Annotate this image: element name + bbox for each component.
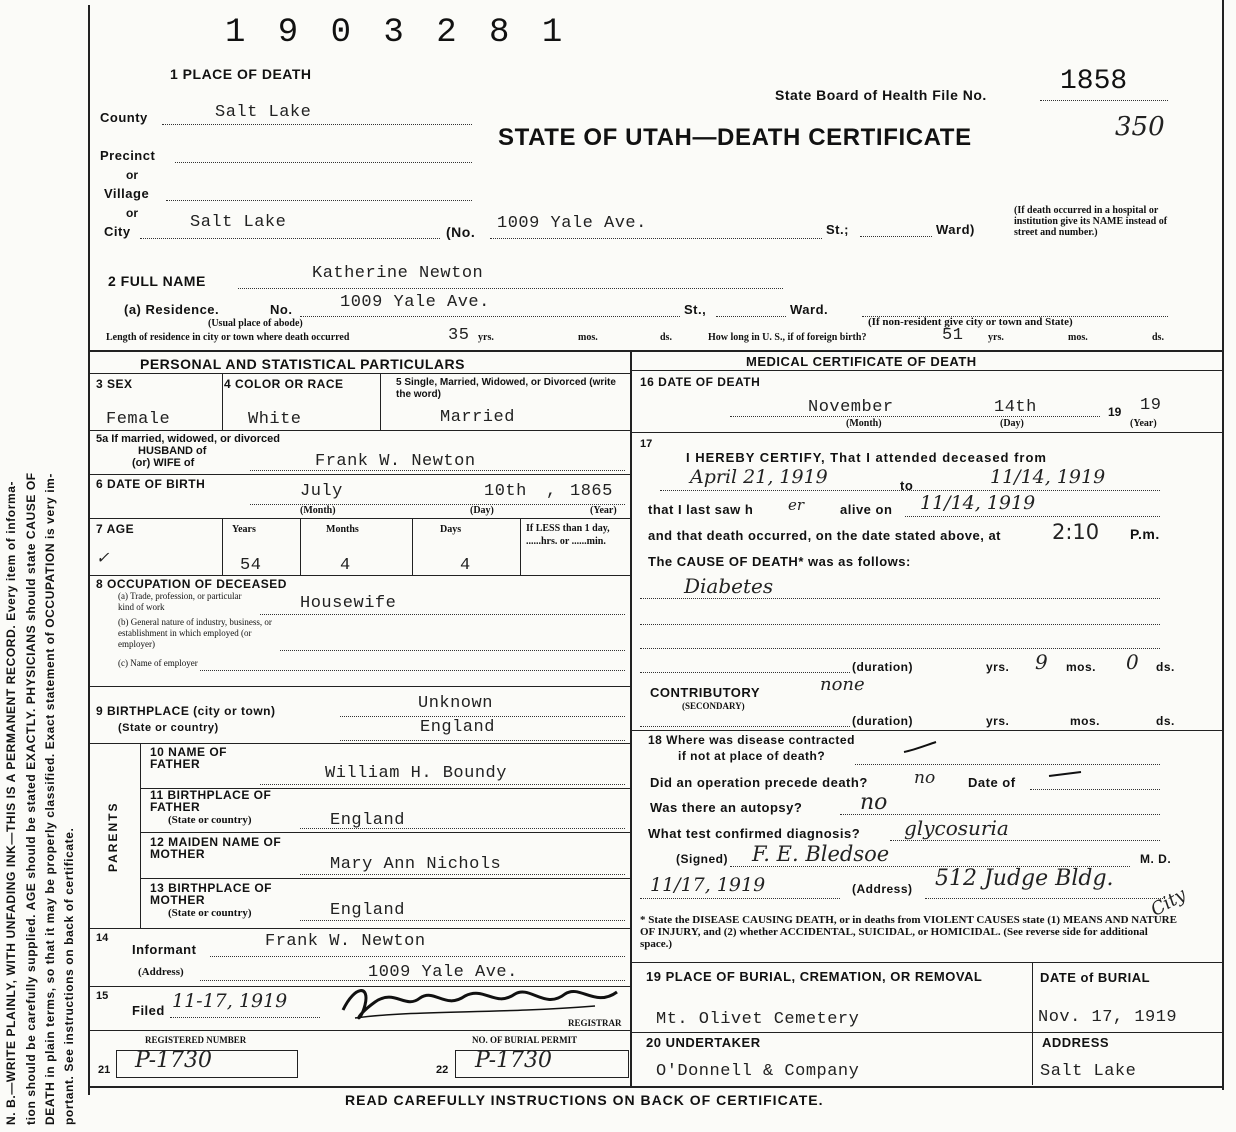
personal-heading: PERSONAL AND STATISTICAL PARTICULARS [140, 356, 465, 372]
father-name-label: 10 NAME OF FATHER [150, 745, 228, 771]
cause-of-death-value: Diabetes [684, 574, 774, 598]
duration-2-yrs: yrs. [986, 714, 1010, 728]
age-days-caption: Days [440, 524, 462, 535]
birthplace-label: 9 BIRTHPLACE (city or town) [96, 704, 276, 718]
cause-footnote: * State the DISEASE CAUSING DEATH, or in deaths from VIOLENT CAUSES state (1) MEANS AND NATURE OF INJURY, and (2) whether ACCIDENTAL, SUICIDAL, or HOMICIDAL. (See reverse side for additional space.) [640, 914, 1177, 950]
date-of-death-month: November [808, 398, 894, 417]
dob-month-caption: (Month) [300, 505, 336, 516]
undertaker-value: O'Donnell & Company [656, 1062, 860, 1081]
dob-year: 1865 [570, 482, 613, 501]
registered-number-label: REGISTERED NUMBER [145, 1035, 247, 1045]
secondary-label: (SECONDARY) [682, 701, 745, 711]
undertaker-label: 20 UNDERTAKER [646, 1035, 761, 1050]
st-label: St.; [826, 222, 849, 237]
father-birthplace-label: 11 BIRTHPLACE OF FATHER [150, 788, 272, 814]
duration-months: 9 [1035, 650, 1048, 674]
marital-label: 5 Single, Married, Widowed, or Divorced (write the word) [396, 377, 616, 400]
physician-address-label: (Address) [852, 882, 913, 896]
spouse-label-1: 5a If married, widowed, or divorced [96, 433, 280, 445]
burial-place-value: Mt. Olivet Cemetery [656, 1010, 860, 1029]
city-value: Salt Lake [190, 213, 287, 232]
age-check-mark: ✓ [96, 548, 110, 567]
length-years-value: 35 [448, 326, 470, 345]
color-value: White [248, 410, 302, 429]
date-of-death-century: 19 [1108, 405, 1122, 419]
undertaker-address-label: ADDRESS [1042, 1035, 1110, 1050]
operation-value: no [914, 768, 936, 788]
medical-heading: MEDICAL CERTIFICATE OF DEATH [746, 354, 977, 369]
burial-permit-value: P-1730 [475, 1048, 553, 1073]
certificate-number: 1 9 0 3 2 8 1 [225, 14, 569, 52]
or-2: or [126, 206, 138, 220]
residence-st-label: St., [684, 302, 707, 317]
contributory-value: none [820, 674, 865, 695]
duration-2-mos: mos. [1070, 714, 1101, 728]
residence-no-label: No. [270, 302, 293, 317]
duration-ds-label: ds. [1156, 660, 1175, 674]
diagnosis-test-value: glycosuria [904, 816, 1009, 840]
section-top-rule [90, 350, 1222, 352]
death-occurred-label: and that death occurred, on the date stated above, at [648, 528, 1002, 543]
occupation-c-label: (c) Name of employer [118, 658, 198, 668]
bottom-rule [90, 1086, 1222, 1088]
footer-instructions: READ CAREFULLY INSTRUCTIONS ON BACK OF CERTIFICATE. [345, 1092, 824, 1108]
duration-yrs-label: yrs. [986, 660, 1010, 674]
age-months-caption: Months [326, 524, 359, 535]
physician-address-value: 512 Judge Bldg. [935, 866, 1114, 891]
signed-label: (Signed) [676, 852, 728, 866]
registered-number-value: P-1730 [135, 1048, 213, 1073]
occupation-value: Housewife [300, 594, 397, 613]
age-months-value: 4 [340, 556, 351, 575]
informant-address-label: (Address) [138, 966, 184, 978]
md-label: M. D. [1140, 852, 1172, 866]
dod-month-caption: (Month) [846, 418, 882, 429]
burial-permit-label: NO. OF BURIAL PERMIT [472, 1035, 578, 1045]
contributory-label: CONTRIBUTORY [650, 685, 760, 700]
autopsy-label: Was there an autopsy? [650, 800, 803, 815]
signature-date: 11/17, 1919 [650, 874, 766, 896]
street-value: 1009 Yale Ave. [497, 214, 647, 233]
us-yrs-label: yrs. [988, 332, 1004, 343]
full-name-value: Katherine Newton [312, 264, 484, 283]
age-label: 7 AGE [96, 522, 135, 536]
dob-day-caption: (Day) [470, 505, 494, 516]
hospital-note: (If death occurred in a hospital or institution give its NAME instead of street and number.) [1014, 205, 1168, 238]
sex-value: Female [106, 410, 171, 429]
contracted-label: 18 Where was disease contracted [648, 733, 855, 747]
dob-label: 6 DATE OF BIRTH [96, 477, 206, 491]
operation-label: Did an operation precede death? [650, 775, 868, 790]
length-ds-label: ds. [660, 332, 672, 343]
date-of-dash [1045, 768, 1085, 782]
to-label: to [900, 478, 914, 493]
date-of-label: Date of [968, 775, 1016, 790]
last-saw-label: that I last saw h [648, 502, 754, 517]
father-name-value: William H. Boundy [325, 764, 507, 783]
occupation-a-label: (a) Trade, profession, or particular kind of work [118, 591, 242, 612]
village-label: Village [104, 186, 150, 201]
date-of-burial-value: Nov. 17, 1919 [1038, 1008, 1178, 1027]
us-ds-label: ds. [1152, 332, 1164, 343]
color-label: 4 COLOR OR RACE [224, 377, 344, 391]
certify-number: 17 [640, 438, 653, 450]
age-years-caption: Years [232, 524, 256, 535]
informant-address-value: 1009 Yale Ave. [368, 963, 518, 982]
physician-address-city: City [1147, 884, 1190, 921]
alive-on-date: 11/14, 1919 [920, 492, 1036, 514]
dod-day-caption: (Day) [1000, 418, 1024, 429]
margin-note-2: tion should be carefully supplied. AGE should be stated EXACTLY. PHYSICIANS should state CAUSE OF [24, 472, 38, 1125]
usual-place-note: (Usual place of abode) [208, 318, 303, 329]
sex-label: 3 SEX [96, 377, 133, 391]
or-1: or [126, 168, 138, 182]
contracted-dash [900, 740, 940, 756]
spouse-label-3: (or) WIFE of [132, 457, 195, 469]
center-divider [630, 352, 632, 1087]
dob-sep: , [546, 482, 557, 501]
date-of-death-year: 19 [1140, 396, 1162, 415]
us-years-value: 51 [942, 326, 964, 345]
attended-to: 11/14, 1919 [990, 466, 1106, 488]
us-residence-label: How long in U. S., if of foreign birth? [708, 332, 867, 343]
mother-name-value: Mary Ann Nichols [330, 855, 502, 874]
physician-signature: F. E. Bledsoe [752, 842, 890, 866]
attended-from: April 21, 1919 [690, 466, 828, 488]
certify-text: I HEREBY CERTIFY, That I attended deceased from [686, 450, 1047, 465]
residence-label: (a) Residence. [124, 302, 220, 317]
cause-of-death-label: The CAUSE OF DEATH* was as follows: [648, 554, 911, 569]
father-birthplace-sub: (State or country) [168, 814, 252, 826]
autopsy-value: no [860, 790, 888, 815]
birthplace-country-value: England [420, 718, 495, 737]
dob-month: July [300, 482, 343, 501]
contracted-sub-label: if not at place of death? [678, 749, 826, 763]
page-title: STATE OF UTAH—DEATH CERTIFICATE [498, 124, 972, 151]
length-of-residence-label: Length of residence in city or town where death occurred [106, 332, 350, 343]
mother-name-label: 12 MAIDEN NAME OF MOTHER [150, 835, 282, 861]
duration-label: (duration) [852, 660, 913, 674]
filed-number: 15 [96, 990, 109, 1002]
residence-value: 1009 Yale Ave. [340, 293, 490, 312]
right-border [1222, 0, 1224, 1090]
dob-year-caption: (Year) [590, 505, 617, 516]
time-of-death: 2:10 [1052, 520, 1100, 544]
date-of-death-label: 16 DATE OF DEATH [640, 375, 761, 389]
duration-mos-label: mos. [1066, 660, 1097, 674]
handwritten-number: 350 [1115, 112, 1165, 142]
age-days-value: 4 [460, 556, 471, 575]
age-years-value: 54 [240, 556, 262, 575]
mother-birthplace-value: England [330, 901, 405, 920]
age-less-than-note: If LESS than 1 day, ......hrs. or ......min. [526, 523, 610, 547]
occupation-label: 8 OCCUPATION OF DECEASED [96, 577, 287, 591]
marital-value: Married [440, 408, 515, 427]
occupation-b-label: (b) General nature of industry, business, or establishment in which employed (or employer) [118, 617, 272, 649]
date-of-burial-label: DATE of BURIAL [1040, 970, 1151, 985]
informant-value: Frank W. Newton [265, 932, 426, 951]
duration-2-ds: ds. [1156, 714, 1175, 728]
length-yrs-label: yrs. [478, 332, 494, 343]
spouse-label-2: HUSBAND of [138, 445, 207, 457]
spouse-value: Frank W. Newton [315, 452, 476, 471]
father-birthplace-value: England [330, 811, 405, 830]
mother-birthplace-label: 13 BIRTHPLACE OF MOTHER [150, 881, 273, 907]
full-name-label: 2 FULL NAME [108, 273, 206, 289]
us-mos-label: mos. [1068, 332, 1088, 343]
informant-label: Informant [132, 942, 197, 957]
place-of-death-heading: 1 PLACE OF DEATH [170, 66, 312, 82]
mother-birthplace-sub: (State or country) [168, 907, 252, 919]
dob-day: 10th [484, 482, 527, 501]
birthplace-sub-label: (State or country) [118, 722, 219, 734]
county-value: Salt Lake [215, 103, 312, 122]
birthplace-city-value: Unknown [418, 694, 493, 713]
undertaker-address-value: Salt Lake [1040, 1062, 1137, 1081]
registrar-label: REGISTRAR [568, 1018, 622, 1028]
informant-number: 14 [96, 932, 109, 944]
precinct-label: Precinct [100, 148, 156, 163]
time-pm: P.m. [1130, 526, 1160, 542]
duration-days: 0 [1126, 650, 1139, 674]
last-saw-her: er [788, 496, 805, 514]
parents-label: PARENTS [106, 801, 120, 872]
margin-note-4: portant. See instructions on back of certificate. [62, 827, 76, 1125]
file-no-label: State Board of Health File No. [775, 87, 987, 103]
margin-note-3: DEATH in plain terms, so that it may be properly classified. Exact statement of OCCUPATION is very im- [43, 472, 57, 1125]
filed-label: Filed [132, 1003, 165, 1018]
county-label: County [100, 110, 148, 125]
duration-2-label: (duration) [852, 714, 913, 728]
dod-year-caption: (Year) [1130, 418, 1157, 429]
diagnosis-test-label: What test confirmed diagnosis? [648, 826, 861, 841]
burial-place-label: 19 PLACE OF BURIAL, CREMATION, OR REMOVAL [646, 969, 983, 984]
length-mos-label: mos. [578, 332, 598, 343]
alive-on-label: alive on [840, 502, 893, 517]
street-no-label: (No. [446, 224, 476, 240]
file-no: 1858 [1060, 66, 1128, 97]
city-label: City [104, 224, 131, 239]
residence-ward-label: Ward. [790, 302, 829, 317]
filed-date: 11-17, 1919 [172, 990, 288, 1012]
left-border [88, 5, 90, 1095]
non-resident-note: (If non-resident give city or town and State) [868, 316, 1073, 328]
registered-number-no: 21 [98, 1064, 111, 1076]
burial-permit-no: 22 [436, 1064, 449, 1076]
ward-label: Ward) [936, 222, 975, 237]
margin-note-1: N. B.—WRITE PLAINLY, WITH UNFADING INK—THIS IS A PERMANENT RECORD. Every item of informa- [4, 480, 18, 1125]
date-of-death-day: 14th [994, 398, 1037, 417]
